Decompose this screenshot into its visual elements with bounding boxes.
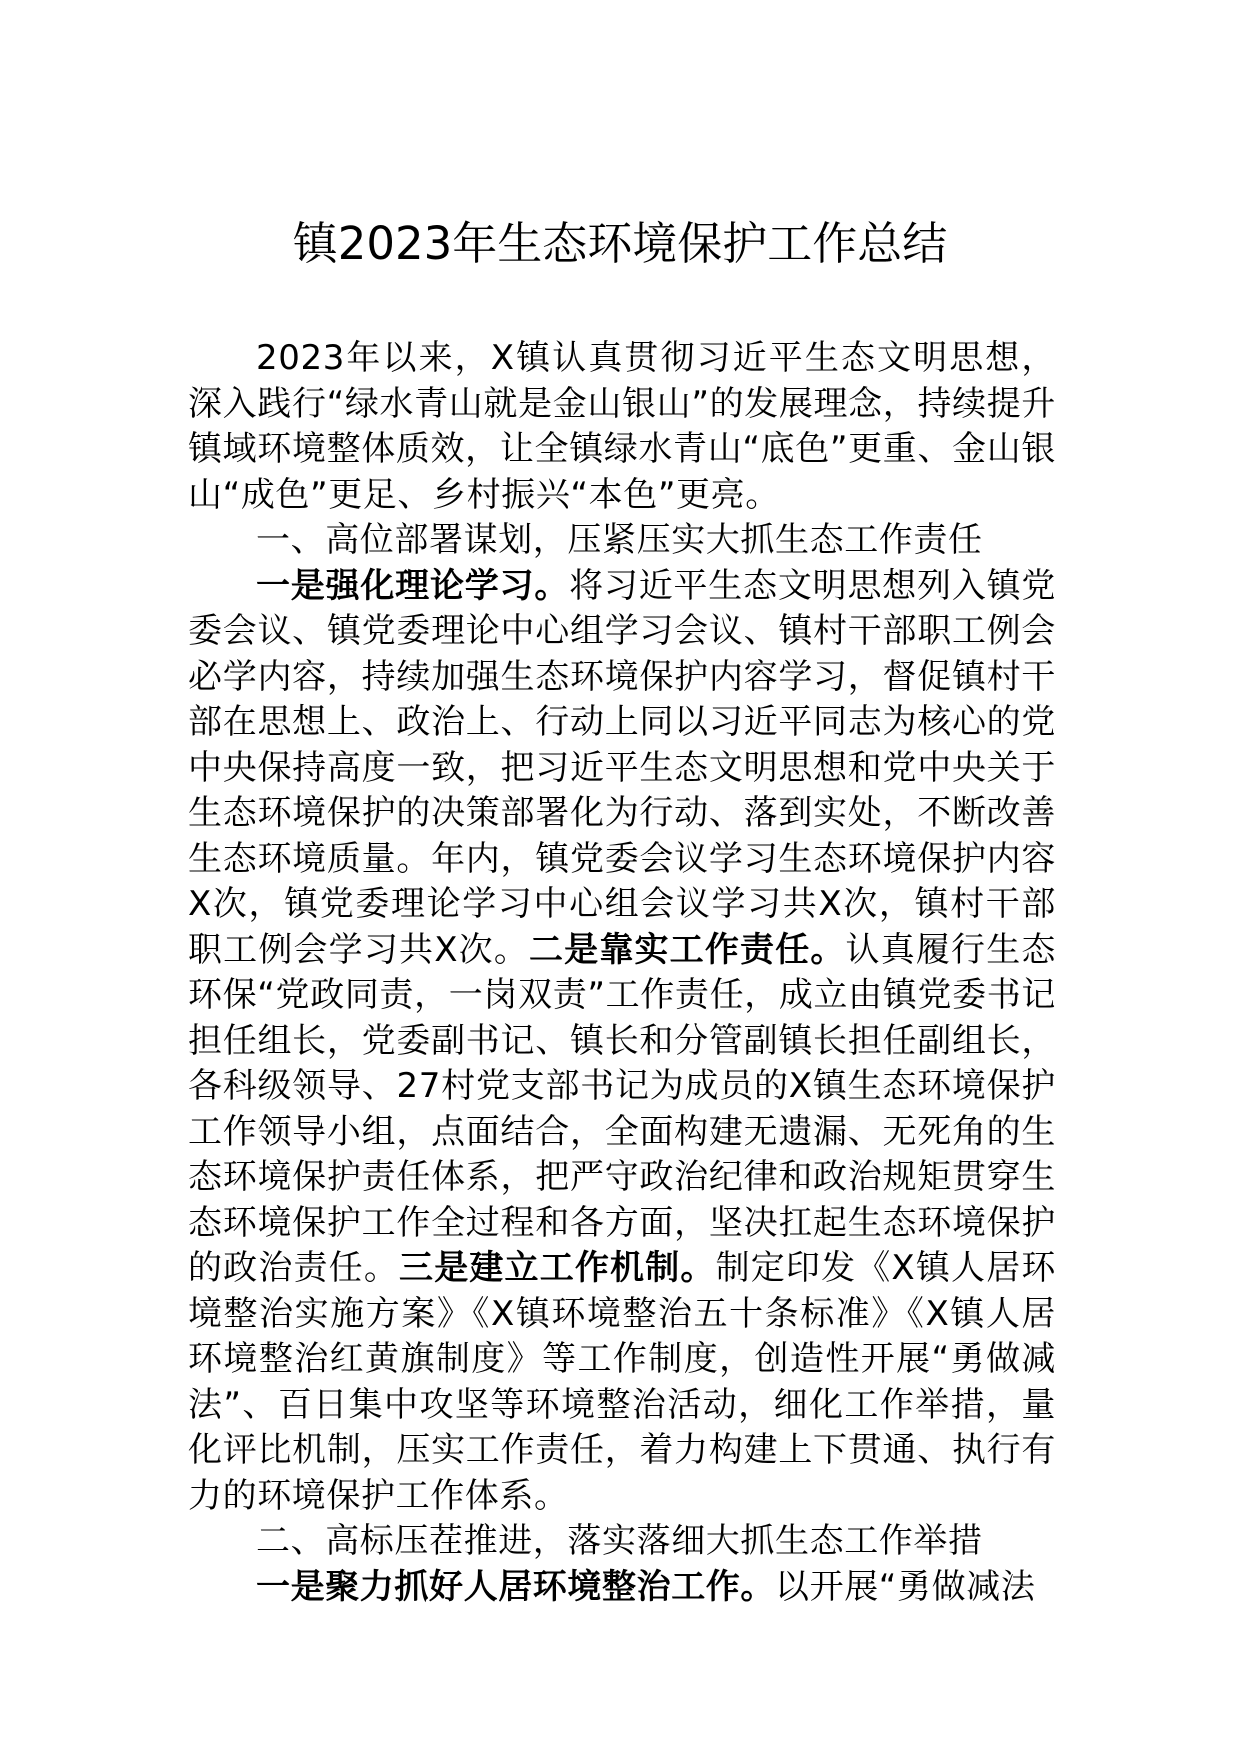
intro-paragraph: 2023年以来，X镇认真贯彻习近平生态文明思想，深入践行“绿水青山就是金山银山”的发展理念，持续提升镇域环境整体质效，让全镇绿水青山“底色”更重、金山银山“成色”更足、乡村振兴“本色”更亮。	[188, 338, 1056, 515]
section-1-heading: 一、高位部署谋划，压紧压实大抓生态工作责任	[256, 520, 983, 560]
point-1-text: 将习近平生态文明思想列入镇党委会议、镇党委理论中心组学习会议、镇村干部职工例会必学内容，持续加强生态环境保护内容学习，督促镇村干部在思想上、政治上、行动上同以习近平同志为核心的党中央保持高度一致，把习近平生态文明思想和党中央关于生态环境保护的决策部署化为行动、落到实处，不断改善生态环境质量。年内，镇党委会议学习生态环境保护内容X次，镇党委理论学习中心组会议学习共X次，镇村干部职工例会学习共X次。	[188, 565, 1056, 970]
document-title: 镇2023年生态环境保护工作总结	[292, 217, 948, 270]
point-2-text: 认真履行生态环保“党政同责，一岗双责”工作责任，成立由镇党委书记担任组长，党委副书记、镇长和分管副镇长担任副组长，各科级领导、27村党支部书记为成员的X镇生态环境保护工作领导小组，点面结合，全面构建无遗漏、无死角的生态环境保护责任体系，把严守政治纪律和政治规矩贯穿生态环境保护工作全过程和各方面，坚决扛起生态环境保护的政治责任。	[188, 929, 1056, 1288]
section-2-paragraph	[188, 1565, 1056, 1611]
section-2-point-1-heading: 一是聚力抓好人居环境整治工作。	[256, 1566, 775, 1607]
document-body	[188, 336, 1056, 1610]
section-2-point-1-text: 以开展“勇做减法	[775, 1566, 1036, 1607]
section-1-paragraph	[188, 564, 1056, 1520]
point-1-heading: 一是强化理论学习。	[256, 565, 570, 606]
point-3-heading: 三是建立工作机制。	[399, 1248, 716, 1288]
point-3-text: 制定印发《X镇人居环境整治实施方案》《X镇环境整治五十条标准》《X镇人居环境整治红黄旗制度》等工作制度，创造性开展“勇做减法”、百日集中攻坚等环境整治活动，细化工作举措，量化评比机制，压实工作责任，着力构建上下贯通、执行有力的环境保护工作体系。	[188, 1248, 1057, 1516]
point-2-heading: 二是靠实工作责任。	[529, 929, 846, 970]
section-2-heading: 二、高标压茬推进，落实落细大抓生态工作举措	[256, 1521, 983, 1561]
